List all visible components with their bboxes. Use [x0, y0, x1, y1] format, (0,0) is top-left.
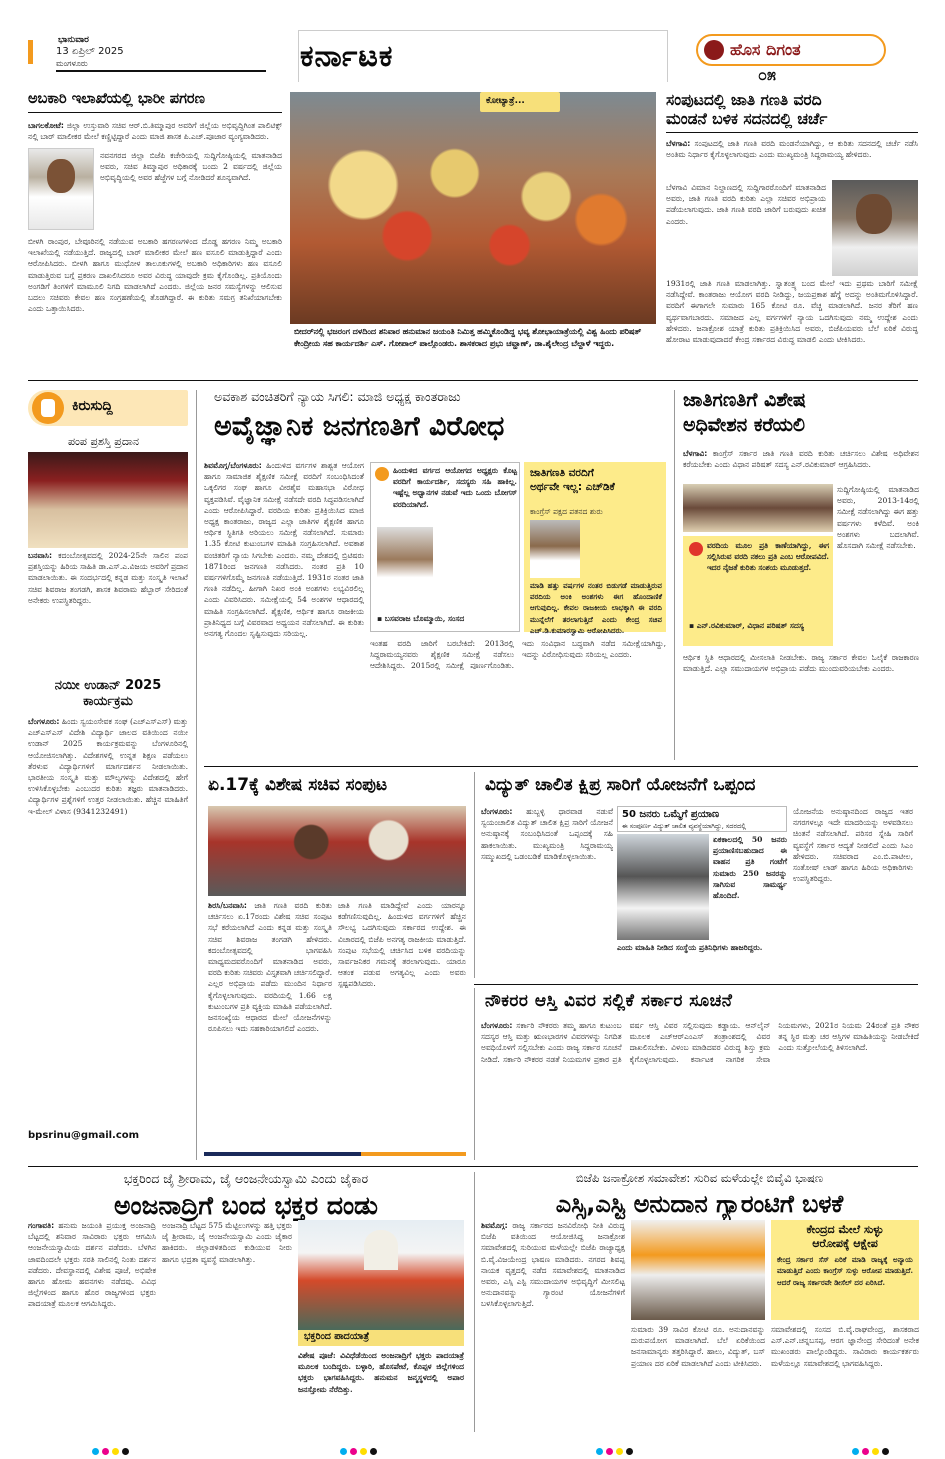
- photo-caption: ಎಂದು ಮಾಹಿತಿ ನೀಡಿದ ಸಂಸ್ಥೆಯ ಪ್ರತಿನಿಧಿಗಳು ಹಾಜರಿದ್ದರು.: [617, 943, 763, 952]
- hand-shape: [41, 399, 55, 417]
- face-shape: [47, 159, 75, 193]
- section-title: ಕರ್ನಾಟಕ: [300, 39, 394, 74]
- paragraph: ಸಮಾವೇಶದಲ್ಲಿ ಸಂಸದ ಬಿ.ವೈ.ರಾಘವೇಂದ್ರ, ಶಾಸಕರಾದ ಎಸ್.ಎನ್.ಚನ್ನಬಸಪ್ಪ, ಆರಗ ಜ್ಞಾನೇಂದ್ರ ಸೇರಿದಂತೆ ಅನೇಕ ಮುಖಂಡರು ಪಾಲ್ಗೊಂಡಿದ್ದರು. ಸಾವಿರಾರು ಕಾರ್ಯಕರ್ತರು ಮಳೆಯಲ್ಲೂ ಸಮಾವೇಶದಲ್ಲಿ ಭಾಗವಹಿಸಿದ್ದರು.: [771, 1325, 919, 1368]
- paragraph: ಕದಂಬೋತ್ಸವದಲ್ಲಿ ಭಾಗವಹಿಸಿ ಮಾಧ್ಯಮದವರೊಂದಿಗೆ ಮಾತನಾಡಿದ ಅವರು, ವರದಿ ಕುರಿತು ಸಚಿವರು ವಿಸ್ತೃತವಾಗಿ ಚರ್ಚಿಸಲಿದ್ದಾರೆ. ಎಲ್ಲರ ಅಭಿಪ್ರಾಯ ಪಡೆದು ಮುಂದಿನ ನಿರ್ಧಾರ ಕೈಗೊಳ್ಳಲಾಗುವುದು.: [208, 945, 332, 1000]
- paragraph: ಆರ್ಥಿಕ ಸ್ಥಿತಿ ಆಧಾರದಲ್ಲಿ ಮೀಸಲಾತಿ ನೀಡಬೇಕು. ರಾಜ್ಯ ಸರ್ಕಾರ ಕೇವಲ ಓಲೈಕೆ ರಾಜಕಾರಣ ಮಾಡುತ್ತಿದೆ. ಎಲ್ಲಾ ಸಮುದಾಯಗಳ ಅಭಿಪ್ರಾಯ ಪಡೆದು ಮುಂದುವರಿಯಬೇಕು ಎಂದರು.: [683, 653, 919, 674]
- temple-shape: [364, 1230, 398, 1270]
- brief-item-body-2: [28, 716, 188, 1136]
- cm-photo: [832, 180, 918, 276]
- story-column-1: [481, 1220, 625, 1430]
- story-headline: ಅಬಕಾರಿ ಇಲಾಖೆಯಲ್ಲಿ ಭಾರೀ ಪಗರಣ: [28, 92, 282, 113]
- bommai-photo: [377, 527, 433, 599]
- story-column-1: [208, 900, 332, 1150]
- section-divider: [28, 1166, 918, 1167]
- quote-name: ▪ ಎನ್.ರವಿಕುಮಾರ್, ವಿಧಾನ ಪರಿಷತ್ ಸದಸ್ಯ: [689, 621, 804, 630]
- paragraph: ಕಾಂಗ್ರೆಸ್ ಸರ್ಕಾರ ಜಾತಿ ಗಣತಿ ವರದಿ ಕುರಿತು ಚರ್ಚಿಸಲು ವಿಶೇಷ ಅಧಿವೇಶನ ಕರೆಯಬೇಕು ಎಂದು ವಿಧಾನ ಪರಿಷತ್ ಸದಸ್ಯ ಎನ್.ರವಿಕುಮಾರ್ ಆಗ್ರಹಿಸಿದರು.: [683, 449, 919, 470]
- story-body-intro: [28, 120, 282, 148]
- quote-mark-icon: [689, 542, 703, 556]
- story-census-opposition: [204, 390, 666, 760]
- paragraph: ಸಮೀಕ್ಷೆಯಲ್ಲಿ 54 ಅಂಶಗಳ ಆಧಾರದಲ್ಲಿ ಮಾಹಿತಿ ಸಂಗ್ರಹಿಸಲಾಗಿದೆ. ಶೈಕ್ಷಣಿಕ, ಆರ್ಥಿಕ ಹಾಗೂ ರಾಜಕೀಯ ಪ್ರಾತಿನಿಧ್ಯದ ಬಗ್ಗೆ ವಿವರವಾದ ಅಧ್ಯಯನ ನಡೆಸಲಾಗಿದೆ. ಈ ಕುರಿತು ಅನಗತ್ಯ ಗೊಂದಲ ಸೃಷ್ಟಿಸುವುದು ಸರಿಯಲ್ಲ.: [204, 595, 364, 639]
- lamp-icon: [704, 40, 724, 60]
- photo-tag: ಭಕ್ತರಿಂದ ಪಾದಯಾತ್ರೆ: [304, 1331, 370, 1342]
- story-body-wrap: [666, 182, 826, 276]
- main-photo-block: [290, 92, 656, 370]
- paragraph: ಸಂಪುಟದಲ್ಲಿ ಜಾತಿ ಗಣತಿ ವರದಿ ಮಂಡನೆಯಾಗಿದ್ದು, ಆ ಕುರಿತು ಸದನದಲ್ಲಿ ಚರ್ಚೆ ನಡೆಸಿ ಅಂತಿಮ ನಿರ್ಧಾರ ಕೈಗೊಳ್ಳಲಾಗುವುದು ಎಂದು ಮುಖ್ಯಮಂತ್ರಿ ಸಿದ್ದರಾಮಯ್ಯ ಹೇಳಿದರು.: [666, 139, 918, 160]
- temple-photo: [298, 1220, 464, 1330]
- story-column-2: [631, 1324, 765, 1430]
- paragraph: ಸುದ್ದಿಗೋಷ್ಠಿಯಲ್ಲಿ ಮಾತನಾಡಿದ ಅವರು, 2013-14ರಲ್ಲಿ ಸಮೀಕ್ಷೆ ನಡೆಸಲಾಗಿದ್ದು ಈಗ ಹತ್ತು ವರ್ಷಗಳು ಕಳೆದಿವೆ. ಅಂಕಿ ಅಂಶಗಳು ಬದಲಾಗಿವೆ. ಹೊಸದಾಗಿ ಸಮೀಕ್ಷೆ ನಡೆಸಬೇಕು.: [837, 485, 919, 551]
- paragraph: ಅಂಜನಾದ್ರಿ ಬೆಟ್ಟದ 575 ಮೆಟ್ಟಿಲುಗಳನ್ನು ಹತ್ತಿ ಭಕ್ತರು ಜೈ ಶ್ರೀರಾಮ, ಜೈ ಆಂಜನೇಯಸ್ವಾಮಿ ಎಂದು ಜೈಕಾರ ಹಾಕಿದರು. ಜಿಲ್ಲಾಡಳಿತದಿಂದ ಕುಡಿಯುವ ನೀರು ಹಾಗೂ ಭದ್ರತಾ ವ್ಯವಸ್ಥೆ ಮಾಡಲಾಗಿತ್ತು.: [162, 1221, 292, 1264]
- paragraph: ಜಿಲ್ಲೆಯ ಜನರ ಸಮಸ್ಯೆಗಳನ್ನು ಆಲಿಸುವ ಬದಲು ಸಚಿವರು ಕೇವಲ ಹಣ ಸಂಗ್ರಹಣೆಯಲ್ಲಿ ತೊಡಗಿದ್ದಾರೆ. ಈ ಕುರಿತು ಸಮಗ್ರ ತನಿಖೆಯಾಗಬೇಕು ಎಂದು ಒತ್ತಾಯಿಸಿದರು.: [28, 281, 282, 314]
- brief-news-title: ಕಿರುಸುದ್ದಿ: [72, 398, 113, 414]
- award-ceremony-photo: [28, 452, 188, 548]
- paragraph: ಕರ್ನಾಟಕ ನಾಗರಿಕ ಸೇವಾ ನಿಯಮಗಳು, 2021ರ ನಿಯಮ 24ರಂತೆ ಪ್ರತಿ ನೌಕರ ತನ್ನ ಸ್ಥಿರ ಮತ್ತು ಚರ ಆಸ್ತಿಗಳ ಮಾಹಿತಿಯನ್ನು ನೀಡಬೇಕಿದೆ ಎಂದು ಸುತ್ತೋಲೆಯಲ್ಲಿ ತಿಳಿಸಲಾಗಿದೆ.: [690, 1021, 919, 1064]
- story-rapid-transit: [474, 772, 918, 978]
- quote-box-ravikumar: [683, 536, 833, 646]
- paragraph: ಏಕಕಾಲದಲ್ಲಿ 50 ಜನರು ಪ್ರಯಾಣಿಸಬಹುದಾದ ಈ ವಾಹನ ಪ್ರತಿ ಗಂಟೆಗೆ ಸುಮಾರು 250 ಜನರನ್ನು ಸಾಗಿಸುವ ಸಾಮರ್ಥ್ಯ ಹೊಂದಿದೆ.: [713, 835, 787, 901]
- paragraph: ರಾಜ್ಯ ಸರ್ಕಾರದ ಜನವಿರೋಧಿ ನೀತಿ ವಿರುದ್ಧ ಬಿಜೆಪಿ ವತಿಯಿಂದ ಆಯೋಜಿಸಿದ್ದ ಜನಾಕ್ರೋಶ ಸಮಾವೇಶದಲ್ಲಿ ಸುರಿಯುವ ಮಳೆಯಲ್ಲೇ ಬಿಜೆಪಿ ರಾಜ್ಯಾಧ್ಯಕ್ಷ ಬಿ.ವೈ.ವಿಜಯೇಂದ್ರ ಭಾಷಣ ಮಾಡಿದರು.: [481, 1221, 625, 1264]
- story-special-cabinet: [204, 772, 466, 1160]
- quote-box-hdk: [524, 462, 666, 635]
- story-headline-line1: ಸಂಪುಟದಲ್ಲಿ ಜಾತಿ ಗಣತಿ ವರದಿ: [666, 91, 822, 109]
- photo-caption: ವಿಶೇಷ ಪೂಜೆ: ವಿವಿಧೆಡೆಯಿಂದ ಅಂಜನಾದ್ರಿಗೆ ಭಕ್ತರು ಪಾದಯಾತ್ರೆ ಮೂಲಕ ಬಂದಿದ್ದರು. ಬಳ್ಳಾರಿ, ಹೊಸಪೇಟೆ, ಕೊಪ್ಪಳ ಜಿಲ್ಲೆಗಳಿಂದ ಭಕ್ತರು ಭಾಗವಹಿಸಿದ್ದರು. ಹನುಮನ ಜನ್ಮಸ್ಥಳದಲ್ಲಿ ಅಪಾರ ಜನಸ್ತೋಮ ನೆರೆದಿತ್ತು.: [298, 1351, 464, 1394]
- rally-photo: [631, 1220, 765, 1320]
- side-box-text: ಕೇಂದ್ರ ಸರ್ಕಾರ ಸೆಸ್ ಏರಿಕೆ ಮಾಡಿ ರಾಜ್ಯಕ್ಕೆ ಅನ್ಯಾಯ ಮಾಡುತ್ತಿದೆ ಎಂದು ಕಾಂಗ್ರೆಸ್ ಸುಳ್ಳು ಆರೋಪ ಮಾಡುತ್ತಿದೆ. ಆದರೆ ರಾಜ್ಯ ಸರ್ಕಾರವೇ ಡೀಸೆಲ್ ದರ ಏರಿಸಿದೆ.: [777, 1255, 913, 1287]
- paragraph: ಯೋಜನೆಯ ಅನುಷ್ಠಾನದಿಂದ ರಾಜ್ಯದ ಇತರ ನಗರಗಳಲ್ಲೂ ಇದೇ ಮಾದರಿಯನ್ನು ಅಳವಡಿಸಲು ಚಿಂತನೆ ನಡೆಸಲಾಗಿದೆ. ಪರಿಸರ ಸ್ನೇಹಿ ಸಾರಿಗೆ ವ್ಯವಸ್ಥೆಗೆ ಸರ್ಕಾರ ಆದ್ಯತೆ ನೀಡಲಿದೆ ಎಂದು ಸಿಎಂ ಹೇಳಿದರು. ಸಚಿವರಾದ ಎಂ.ಬಿ.ಪಾಟೀಲ, ಸಂತೋಷ್ ಲಾಡ್ ಹಾಗೂ ಹಿರಿಯ ಅಧಿಕಾರಿಗಳು ಉಪಸ್ಥಿತರಿದ್ದರು.: [793, 807, 913, 884]
- dateline: ಬೆಳಗಾವಿ:: [683, 449, 708, 458]
- info-box: [617, 806, 787, 832]
- story-headline-line2: ಮಂಡನೆ ಬಳಿಕ ಸದನದಲ್ಲಿ ಚರ್ಚೆ: [666, 111, 918, 133]
- quote-box-bommai: [370, 462, 520, 632]
- dateline: ಬೆಂಗಳೂರು:: [481, 807, 513, 816]
- story-column-3: [793, 806, 913, 978]
- column-divider: [196, 390, 197, 1160]
- photo-tag-box: [298, 1330, 464, 1346]
- masthead: [0, 0, 945, 92]
- photo-caption: ಬೀದರ್‌ನಲ್ಲಿ ಭಜರಂಗ ದಳದಿಂದ ಶನಿವಾರ ಹನುಮಾನ ಜಯಂತಿ ನಿಮಿತ್ತ ಹಮ್ಮಿಕೊಂಡಿದ್ದ ಭವ್ಯ ಶೋಭಾಯಾತ್ರೆಯಲ್ಲಿ ವಿಶ್ವ ಹಿಂದು ಪರಿಷತ್ ಕೇಂದ್ರೀಯ ಸಹ ಕಾರ್ಯದರ್ಶಿ ಎಸ್. ಗೋಪಾಲ್ ಪಾಲ್ಗೊಂಡರು. ಶಾಸಕರಾದ ಪ್ರಭು ಚವ್ಹಾಣ್, ಡಾ.ಶೈಲೇಂದ್ರ ಬೆಲ್ದಾಳೆ ಇದ್ದರು.: [294, 327, 642, 348]
- brief-item-title-2: ನಯೀ ಉಡಾನ್ 2025 ಕಾರ್ಯಕ್ರಮ: [54, 678, 162, 709]
- registration-marks-left: [92, 1440, 132, 1459]
- dateline: ಶಿರಸಿ/ಬನವಾಸಿ:: [208, 901, 247, 910]
- paragraph: ಸಂಪುಟ ಸಭೆಯಲ್ಲಿ ಚರ್ಚಿಸಿದ ಬಳಿಕ ವರದಿಯನ್ನು ಸಾರ್ವಜನಿಕರ ಗಮನಕ್ಕೆ ತರಲಾಗುವುದು. ಯಾರೂ ಆತಂಕ ಪಡುವ ಅಗತ್ಯವಿಲ್ಲ ಎಂದು ಅವರು ಸ್ಪಷ್ಟಪಡಿಸಿದರು.: [338, 945, 466, 989]
- masthead-city: ಮಂಗಳೂರು: [56, 59, 88, 68]
- paragraph: ಸರ್ಕಾರಿ ನೌಕರರು ತಮ್ಮ ಹಾಗೂ ಕುಟುಂಬ ಸದಸ್ಯರ ಆಸ್ತಿ ಮತ್ತು ಋಣಭಾರಗಳ ವಿವರಗಳನ್ನು ನಿಗದಿತ ಅವಧಿಯೊಳಗೆ ಸಲ್ಲಿಸಬೇಕು ಎಂದು ರಾಜ್ಯ ಸರ್ಕಾರ ಸೂಚನೆ ನೀಡಿದೆ.: [481, 1021, 622, 1064]
- story-column-2: [338, 900, 466, 1150]
- brief-news-header: [28, 390, 188, 426]
- quote-text: ಹಿಂದುಳಿದ ವರ್ಗದ ಆಯೋಗದ ಅಧ್ಯಕ್ಷರು ಕೊಟ್ಟ ವರದಿಗೆ ಕಾರ್ಯದರ್ಶಿ, ಸದಸ್ಯರು ಸಹಿ ಹಾಕಿಲ್ಲ. ಇಷ್ಟೆಲ್ಲ ಅಧ್ವಾನಗಳ ನಡುವೆ ಇದು ಒಂದು ಬೋಗಸ್ ವರದಿಯಾಗಿದೆ.: [393, 466, 517, 509]
- story-body: [481, 1020, 919, 1156]
- story-body-intro: [683, 448, 919, 482]
- story-headline: ವಿದ್ಯುತ್ ಚಾಲಿತ ಕ್ಷಿಪ್ರ ಸಾರಿಗೆ ಯೋಜನೆಗೆ ಒಪ್ಪಂದ: [485, 775, 756, 795]
- paragraph: ವರದಿಯ ಕುರಿತು ಪ್ರತಿಕ್ರಿಯಿಸಿದ ಮಾಜಿ ಅಧ್ಯಕ್ಷ ಕಾಂತರಾಜು, ರಾಜ್ಯದ ಎಲ್ಲಾ ಜಾತಿಗಳ ಶೈಕ್ಷಣಿಕ ಹಾಗೂ ಆರ್ಥಿಕ ಸ್ಥಿತಿಗತಿ ಅರಿಯಲು ಸಮೀಕ್ಷೆ ನಡೆಸಲಾಗಿದೆ. ಸುಮಾರು 1.35 ಕೋಟಿ ಕುಟುಂಬಗಳ ಮಾಹಿತಿ ಸಂಗ್ರಹಿಸಲಾಗಿದೆ. ಅವಕಾಶ ವಂಚಿತರಿಗೆ ನ್ಯಾಯ ಸಿಗಬೇಕು ಎಂದರು.: [204, 505, 364, 560]
- quote-box-text: ಮಾಡಿ ಹತ್ತು ವರ್ಷಗಳ ನಂತರ ಬಿಡುಗಡೆ ಮಾಡುತ್ತಿರುವ ವರದಿಯ ಅಂಕಿ ಅಂಶಗಳು ಈಗ ಹೊಂದಾಣಿಕೆ ಆಗುವುದಿಲ್ಲ. ಕೇವಲ ರಾಜಕೀಯ ಲಾಭಕ್ಕಾಗಿ ಈ ವರದಿ ಮುನ್ನೆಲೆಗೆ ತರಲಾಗುತ್ತಿದೆ ಎಂದು ಕೇಂದ್ರ ಸಚಿವ ಎಚ್.ಡಿ.ಕುಮಾರಸ್ವಾಮಿ ಆರೋಪಿಸಿದರು.: [530, 581, 662, 635]
- masthead-day: ಭಾನುವಾರ: [58, 35, 89, 45]
- side-box-title-1: ಕೇಂದ್ರದ ಮೇಲೆ ಸುಳ್ಳು: [806, 1223, 884, 1236]
- masthead-left-bar: [28, 40, 33, 64]
- side-box: [771, 1220, 919, 1320]
- brand-name: ಹೊಸ ದಿಗಂತ: [730, 40, 801, 59]
- paragraph: ಬೆಳಗಾವಿ ವಿಮಾನ ನಿಲ್ದಾಣದಲ್ಲಿ ಸುದ್ದಿಗಾರರೊಂದಿಗೆ ಮಾತನಾಡಿದ ಅವರು, ಜಾತಿ ಗಣತಿ ವರದಿ ಕುರಿತು ಎಲ್ಲಾ ಸಚಿವರ ಅಭಿಪ್ರಾಯ ಪಡೆಯಲಾಗುವುದು. ಜಾತಿ ಗಣತಿ ವರದಿ ಜಾರಿಗೆ ಬರುವುದು ಖಚಿತ ಎಂದರು.: [666, 183, 826, 226]
- side-box-title-2: ಆರೋಪಕ್ಕೆ ಆಕ್ಷೇಪ: [812, 1237, 878, 1251]
- paragraph: ನಗರದ ಶಿವಪ್ಪ ನಾಯಕ ವೃತ್ತದಲ್ಲಿ ನಡೆದ ಸಮಾವೇಶದಲ್ಲಿ ಮಾತನಾಡಿದ ಅವರು, ಎಸ್ಸಿ ಎಸ್ಟಿ ಸಮುದಾಯಗಳ ಅಭಿವೃದ್ಧಿಗೆ ಮೀಸಲಿಟ್ಟ ಅನುದಾನವನ್ನು ಗ್ಯಾರಂಟಿ ಯೋಜನೆಗಳಿಗೆ ಬಳಸಿಕೊಳ್ಳಲಾಗುತ್ತಿದೆ.: [481, 1254, 625, 1309]
- paragraph: ವರದಿಯಲ್ಲಿ 1.66 ಲಕ್ಷ ಕುಟುಂಬಗಳ ಪ್ರತಿ ವ್ಯಕ್ತಿಯ ಮಾಹಿತಿ ಪಡೆಯಲಾಗಿದೆ. ಜನಸಂಖ್ಯೆಯ ಆಧಾರದ ಮೇಲೆ ಯೋಜನೆಗಳನ್ನು ರೂಪಿಸಲು ಇದು ಸಹಕಾರಿಯಾಗಲಿದೆ ಎಂದರು.: [208, 990, 332, 1034]
- paragraph: ಸರ್ಕಾರಿ ನೌಕರರ ನಡತೆ ನಿಯಮಗಳ ಪ್ರಕಾರ ಪ್ರತಿ ವರ್ಷ ಆಸ್ತಿ ವಿವರ ಸಲ್ಲಿಸುವುದು ಕಡ್ಡಾಯ. ಆನ್‌ಲೈನ್ ಮೂಲಕ ಎಚ್‌ಆರ್‌ಎಂಎಸ್ ತಂತ್ರಾಂಶದಲ್ಲಿ ವಿವರ ದಾಖಲಿಸಬೇಕು. ವಿಳಂಬ ಮಾಡಿದವರ ವಿರುದ್ಧ ಶಿಸ್ತು ಕ್ರಮ ಕೈಗೊಳ್ಳಲಾಗುವುದು.: [503, 1021, 771, 1064]
- story-column-2: [370, 638, 666, 760]
- dateline: ಶಿವಮೊಗ್ಗ:: [481, 1221, 508, 1230]
- story-headline: ನೌಕರರ ಆಸ್ತಿ ವಿವರ ಸಲ್ಲಿಕೆ ಸರ್ಕಾರ ಸೂಚನೆ: [485, 991, 733, 1011]
- section-divider: [204, 766, 918, 767]
- dateline: ಶಿವಮೊಗ್ಗ/ಬೆಂಗಳೂರು:: [204, 461, 262, 470]
- dateline: ಬಾಗಲಕೋಟೆ:: [28, 121, 64, 130]
- paragraph: ಇಂತಹ ವರದಿ ಜಾರಿಗೆ ಬರಬೇಕಿದೆ: 2013ರಲ್ಲಿ ಸಿದ್ದರಾಮಯ್ಯನವರು ಶೈಕ್ಷಣಿಕ ಸಮೀಕ್ಷೆ ನಡೆಸಲು ಆದೇಶಿಸಿದ್ದರು. 2015ರಲ್ಲಿ ಸಮೀಕ್ಷೆ ಪೂರ್ಣಗೊಂಡಿತು. ಇದು ಸಂವಿಧಾನ ಬದ್ಧವಾಗಿ ನಡೆದ ಸಮೀಕ್ಷೆಯಾಗಿದ್ದು, ಇದನ್ನು ವಿರೋಧಿಸುವುದು ಸರಿಯಲ್ಲ ಎಂದರು.: [370, 639, 666, 671]
- quote-mark-icon: [375, 467, 389, 481]
- pointing-hand-icon: [32, 392, 64, 424]
- registration-marks-center: [340, 1440, 380, 1459]
- paragraph: ನಮ್ಮ ದೇಶದಲ್ಲಿ ಬ್ರಿಟಿಷರು 1871ರಿಂದ ಜನಗಣತಿ ನಡೆಸಿದರು. ನಂತರ ಪ್ರತಿ 10 ವರ್ಷಗಳಿಗೊಮ್ಮೆ ಜನಗಣತಿ ನಡೆಯುತ್ತಿದೆ. 1931ರ ನಂತರ ಜಾತಿ ಗಣತಿ ನಡೆದಿಲ್ಲ. ಹೀಗಾಗಿ ನಿಖರ ಅಂಕಿ ಅಂಶಗಳು ಲಭ್ಯವಿರಲಿಲ್ಲ ಎಂದು ವಿವರಿಸಿದರು.: [204, 550, 364, 605]
- minister-press-photo: [208, 806, 466, 896]
- story-special-session: [674, 390, 918, 760]
- story-kicker: ಅವಕಾಶ ವಂಚಿತರಿಗೆ ನ್ಯಾಯ ಸಿಗಲಿ: ಮಾಜಿ ಅಧ್ಯಕ್ಷ ಕಾಂತರಾಜು: [214, 389, 461, 404]
- quote-name: ▪ ಬಸವರಾಜ ಬೊಮ್ಮಾಯಿ, ಸಂಸದ: [377, 614, 465, 623]
- story-column-3: [771, 1324, 919, 1430]
- paragraph: ದೇವಸ್ಥಾನದಲ್ಲಿ ವಿಶೇಷ ಪೂಜೆ, ಅಭಿಷೇಕ ಹಾಗೂ ಹೋಮ ಹವನಗಳು ನಡೆದವು. ವಿವಿಧ ಜಿಲ್ಲೆಗಳಿಂದ ಹಾಗೂ ಹೊರ ರಾಜ್ಯಗಳಿಂದ ಭಕ್ತರು ಪಾದಯಾತ್ರೆ ಮೂಲಕ ಆಗಮಿಸಿದ್ದರು.: [28, 1265, 156, 1309]
- contact-email[interactable]: bpsrinu@gmail.com: [28, 1130, 140, 1141]
- brief-item-body: [28, 550, 188, 670]
- story-headline-line1: ಜಾತಿಗಣತಿಗೆ ವಿಶೇಷ: [683, 389, 806, 411]
- paragraph: ಜಾತಿ ಗಣತಿ ಮಾಡಿದ್ದೇವೆ ಎಂದು ಯಾರನ್ನೂ ಕಡೆಗಣಿಸುವುದಿಲ್ಲ. ಹಿಂದುಳಿದ ವರ್ಗಗಳಿಗೆ ಹೆಚ್ಚಿನ ಸೌಲಭ್ಯ ಒದಗಿಸುವುದು ಸರ್ಕಾರದ ಉದ್ದೇಶ. ಈ ವಿಚಾರದಲ್ಲಿ ಬಿಜೆಪಿ ಅನಗತ್ಯ ರಾಜಕೀಯ ಮಾಡುತ್ತಿದೆ.: [338, 901, 466, 944]
- story-bjp-rally: [474, 1172, 918, 1432]
- phone-number: (9341232491): [73, 806, 128, 816]
- quote-box-title-1: ಜಾತಿಗಣತಿ ವರದಿಗೆ: [530, 467, 594, 479]
- story-body-rest: [683, 652, 919, 760]
- story-bottom-rule: [204, 1152, 466, 1156]
- paragraph: ಹಿಂದುಳಿದ ವರ್ಗಗಳ ಶಾಶ್ವತ ಆಯೋಗ ಹಾಗೂ ಸಾಮಾಜಿಕ ಶೈಕ್ಷಣಿಕ ಸಮೀಕ್ಷೆ ವರದಿಗೆ ಸಂಬಂಧಿಸಿದಂತೆ ಒಕ್ಕಲಿಗರ ಸಂಘ ಹಾಗೂ ವೀರಶೈವ ಮಹಾಸಭಾ ವಿರೋಧ ವ್ಯಕ್ತಪಡಿಸಿವೆ. ವೈಜ್ಞಾನಿಕ ಸಮೀಕ್ಷೆ ನಡೆಸದೇ ವರದಿ ಸಿದ್ಧಪಡಿಸಲಾಗಿದೆ ಎಂದು ಆರೋಪಿಸಿದ್ದಾರೆ.: [204, 461, 364, 515]
- brief-news-column: [28, 390, 188, 1150]
- dateline: ಬೆಳಗಾವಿ:: [666, 139, 691, 148]
- paragraph: ಬೀಳಗಿ ರಾಂಪುರ, ಬೇವೂರಿನಲ್ಲಿ ನಡೆಯುವ ಅಬಕಾರಿ ಹಗರಣಗಳಿಂದ ದೊಡ್ಡ ಹಗರಣ ನಿಮ್ಮ ಅಬಕಾರಿ ಇಲಾಖೆಯಲ್ಲಿ ನಡೆಯುತ್ತಿದೆ. ರಾಜ್ಯದಲ್ಲಿ ಬಾರ್ ಮಾಲೀಕರ ಮೇಲೆ ಹಣ ವಸೂಲಿ ಮಾಡುತ್ತಿದ್ದಾರೆ ಎಂದು ಆರೋಪಿಸಿದರು.: [28, 237, 282, 269]
- story-column-1: [28, 1220, 156, 1430]
- dateline: ಬನವಾಸಿ:: [28, 551, 52, 560]
- story-body-rest: [666, 278, 918, 372]
- paragraph: ಜನಾಕ್ರೋಶ ಯಾತ್ರೆ ಕುರಿತು ಪ್ರತಿಕ್ರಿಯಿಸಿದ ಅವರು, ಬಿಜೆಪಿಯವರು ಬೆಲೆ ಏರಿಕೆ ವಿರುದ್ಧ ಹೋರಾಟ ಮಾಡುವುದಾದರೆ ಕೇಂದ್ರ ಸರ್ಕಾರದ ವಿರುದ್ಧ ಮಾಡಲಿ ಎಂದು ಟೀಕಿಸಿದರು.: [666, 323, 918, 345]
- paragraph: ಬೀಳಗಿ ಹಾಗೂ ಮುಧೋಳ ತಾಲೂಕುಗಳಲ್ಲಿ ಅಬಕಾರಿ ಅಧಿಕಾರಿಗಳು ಹಣ ವಸೂಲಿ ಮಾಡುತ್ತಿರುವ ಬಗ್ಗೆ ಪ್ರಕರಣ ದಾಖಲಿಸಿದರೂ ಅವರ ವಿರುದ್ಧ ಯಾವುದೇ ಕ್ರಮ ಕೈಗೊಂಡಿಲ್ಲ. ಪ್ರತಿಯೊಂದು ಅಂಗಡಿಗೆ ತಿಂಗಳಿಗೆ ಮಾಮೂಲಿ ನಿಗದಿ ಮಾಡಲಾಗಿದೆ ಎಂದರು.: [28, 259, 282, 291]
- story-body-rest: [28, 236, 282, 362]
- photo-tag: [480, 92, 560, 112]
- dateline: ಬೆಂಗಳೂರು:: [481, 1021, 513, 1030]
- page-number: ೦೫: [758, 65, 776, 84]
- story-body-wrap: [100, 150, 282, 234]
- dateline: ಗಂಗಾವತಿ:: [28, 1221, 55, 1230]
- info-box-title: 50 ಜನರು ಒಮ್ಮೆಗೆ ಪ್ರಯಾಣ: [622, 809, 720, 820]
- story-cabinet-caste-census: [666, 92, 918, 372]
- story-excise-scam: [28, 92, 282, 362]
- paragraph: ಜಾತಿ ಗಣತಿ ವರದಿ ಕುರಿತು ಚರ್ಚಿಸಲು ಏ.17ರಂದು ವಿಶೇಷ ಸಚಿವ ಸಂಪುಟ ಸಭೆ ಕರೆಯಲಾಗಿದೆ ಎಂದು ಕನ್ನಡ ಮತ್ತು ಸಂಸ್ಕೃತಿ ಸಚಿವ ಶಿವರಾಜ ತಂಗಡಗಿ ಹೇಳಿದರು.: [208, 901, 332, 944]
- paragraph: ಹುಬ್ಬಳ್ಳಿ ಧಾರವಾಡ ನಡುವೆ ಸ್ವಯಂಚಾಲಿತ ವಿದ್ಯುತ್ ಚಾಲಿತ ಕ್ಷಿಪ್ರ ಸಾರಿಗೆ ಯೋಜನೆ ಅನುಷ್ಠಾನಕ್ಕೆ ಸಂಬಂಧಿಸಿದಂತೆ ಒಪ್ಪಂದಕ್ಕೆ ಸಹಿ ಹಾಕಲಾಯಿತು. ಮುಖ್ಯಮಂತ್ರಿ ಸಿದ್ದರಾಮಯ್ಯ ಸಮ್ಮುಖದಲ್ಲಿ ಒಡಂಬಡಿಕೆ ಮಾಡಿಕೊಳ್ಳಲಾಯಿತು.: [481, 807, 614, 861]
- section-divider: [28, 380, 918, 381]
- masthead-rule: [56, 70, 266, 72]
- hdk-photo: [530, 520, 580, 578]
- story-headline: ಅವೈಜ್ಞಾನಿಕ ಜನಗಣತಿಗೆ ವಿರೋಧ: [214, 410, 505, 442]
- mou-signing-photo: [617, 834, 709, 940]
- paragraph: ವರದಿಗೆ ಈಗಾಗಲೇ ಸುಮಾರು 165 ಕೋಟಿ ರೂ. ವೆಚ್ಚ ಮಾಡಲಾಗಿದೆ. ಜನರ ತೆರಿಗೆ ಹಣ ವ್ಯರ್ಥವಾಗಬಾರದು. ಸಮಾಜದ ಎಲ್ಲ ವರ್ಗಗಳಿಗೆ ನ್ಯಾಯ ಒದಗಿಸುವುದು ನಮ್ಮ ಉದ್ದೇಶ ಎಂದು ಹೇಳಿದರು.: [666, 301, 918, 333]
- masthead-date: 13 ಏಪ್ರಿಲ್ 2025: [56, 46, 124, 57]
- paragraph: ಜಿಲ್ಲಾ ಉಸ್ತುವಾರಿ ಸಚಿವ ಆರ್.ಬಿ.ತಿಮ್ಮಾಪುರ ಅವರಿಗೆ ಜಿಲ್ಲೆಯ ಅಭಿವೃದ್ಧಿಗಿಂತ ಪಾಲಿಟಿಕ್ಸ್ ನಲ್ಲಿ ಬಾರ್ ಮಾಲೀಕರ ಮೇಲೆ ಕಣ್ಣಿಟ್ಟಿದ್ದಾರೆ ಎಂದು ಮಾಜಿ ಶಾಸಕ ಪಿ.ಎಚ್.ಪೂಜಾರ ವ್ಯಂಗ್ಯವಾಡಿದರು.: [28, 121, 282, 142]
- face-shape: [856, 194, 892, 234]
- story-body-intro: [666, 138, 918, 182]
- paragraph: ಹನುಮ ಜಯಂತಿ ಪ್ರಯುಕ್ತ ಅಂಜನಾದ್ರಿ ಬೆಟ್ಟದಲ್ಲಿ ಶನಿವಾರ ಸಾವಿರಾರು ಭಕ್ತರು ಆಗಮಿಸಿ ಆಂಜನೇಯಸ್ವಾಮಿಯ ದರ್ಶನ ಪಡೆದರು. ಬೆಳಗಿನ ಜಾವದಿಂದಲೇ ಭಕ್ತರು ಸರತಿ ಸಾಲಿನಲ್ಲಿ ನಿಂತು ದರ್ಶನ ಪಡೆದರು.: [28, 1221, 156, 1275]
- politician-photo: [28, 148, 94, 230]
- story-kicker: ಭಕ್ತರಿಂದ ಜೈ ಶ್ರೀರಾಮ, ಜೈ ಆಂಜನೇಯಸ್ವಾಮಿ ಎಂದು ಜೈಕಾರ: [123, 1171, 369, 1186]
- story-headline: ಎಸ್ಸಿ,ಎಸ್ಟಿ ಅನುದಾನ ಗ್ಯಾರಂಟಿಗೆ ಬಳಕೆ: [555, 1189, 844, 1218]
- dateline: ಬೆಂಗಳೂರು:: [28, 717, 60, 726]
- story-body-wrap: [837, 484, 919, 624]
- registration-marks-right: [852, 1440, 892, 1459]
- press-meet-photo: [683, 484, 833, 532]
- story-column-2: [713, 834, 787, 940]
- photo-tag-text: ಕೋಟ್ಯಾತ್ರೆ...: [486, 96, 525, 106]
- story-anjanadri-devotees: [28, 1172, 464, 1432]
- story-column-1: [481, 806, 613, 978]
- quote-box-title-2: ಅರ್ಥವೇ ಇಲ್ಲ: ಎಚ್‌ಡಿಕೆ: [530, 480, 615, 493]
- story-headline: ಅಂಜನಾದ್ರಿಗೆ ಬಂದ ಭಕ್ತರ ದಂಡು: [114, 1190, 378, 1220]
- story-headline-line2: ಅಧಿವೇಶನ ಕರೆಯಲಿ: [683, 413, 806, 436]
- story-employee-assets: [474, 988, 918, 1160]
- registration-marks-center-2: [596, 1440, 636, 1459]
- paragraph: ನವನಗರದ ಜಿಲ್ಲಾ ಬಿಜೆಪಿ ಕಚೇರಿಯಲ್ಲಿ ಸುದ್ದಿಗೋಷ್ಠಿಯಲ್ಲಿ ಮಾತನಾಡಿದ ಅವರು, ಸಚಿವ ತಿಮ್ಮಾಪುರ ಅಧಿಕಾರಕ್ಕೆ ಬಂದು 2 ವರ್ಷದಲ್ಲಿ ಜಿಲ್ಲೆಯ ಅಭಿವೃದ್ಧಿಯಲ್ಲಿ ಅವರ ಹೆಜ್ಜೆಗಳ ಬಗ್ಗೆ ನೋಡಿದರೆ ಶೂನ್ಯವಾಗಿದೆ.: [100, 151, 282, 183]
- paragraph: ಹಿಂದು ಸ್ವಯಂಸೇವಕ ಸಂಘ (ಎಚ್ಎಸ್ಎಸ್) ಮತ್ತು ಎಚ್ಎಸ್ಎಸ್ ವಿದೇಶಿ ವಿದ್ಯಾರ್ಥಿ ಜಾಲದ ವತಿಯಿಂದ ನಯೀ ಉಡಾನ್ 2025 ಕಾರ್ಯಕ್ರಮವನ್ನು ಬೆಂಗಳೂರಿನಲ್ಲಿ ಆಯೋಜಿಸಲಾಗಿತ್ತು. ವಿದೇಶಗಳಲ್ಲಿ ಉನ್ನತ ಶಿಕ್ಷಣ ಪಡೆಯಲು ತೆರಳುವ ವಿದ್ಯಾರ್ಥಿಗಳಿಗೆ ಮಾರ್ಗದರ್ಶನ ನೀಡಲಾಯಿತು. ಭಾರತೀಯ ಸಂಸ್ಕೃತಿ ಮತ್ತು ಮೌಲ್ಯಗಳನ್ನು ವಿದೇಶದಲ್ಲಿ ಹೇಗೆ ಉಳಿಸಿಕೊಳ್ಳಬೇಕು ಎಂಬುದರ ಕುರಿತು ತಜ್ಞರು ಮಾತನಾಡಿದರು. ವಿದ್ಯಾರ್ಥಿಗಳ ಪ್ರಶ್ನೆಗಳಿಗೆ ಉತ್ತರ ನೀಡಲಾಯಿತು. ಹೆಚ್ಚಿನ ಮಾಹಿತಿಗೆ ಇ-ಮೇಲ್ ವಿಳಾಸ: [28, 717, 188, 816]
- story-headline: ಏ.17ಕ್ಕೆ ವಿಶೇಷ ಸಚಿವ ಸಂಪುಟ: [208, 775, 388, 795]
- info-box-sub: ಈ ಸಂಪೂರ್ಣ ವಿದ್ಯುತ್ ಚಾಲಿತ ವ್ಯವಸ್ಥೆಯಾಗಿದ್ದು, ಸದರದಲ್ಲಿ: [622, 822, 747, 830]
- quote-box-sub: ಕಾಂಗ್ರೆಸ್ ಪಕ್ಷದ ಪತನದ ಶುರು: [530, 507, 603, 516]
- paragraph: 1931ರಲ್ಲಿ ಜಾತಿ ಗಣತಿ ಮಾಡಲಾಗಿತ್ತು. ಸ್ವಾತಂತ್ರ್ಯ ಬಂದ ಮೇಲೆ ಇದು ಪ್ರಥಮ ಬಾರಿಗೆ ಸಮೀಕ್ಷೆ ನಡೆಸಿದ್ದೇವೆ. ಕಾಂತರಾಜು ಆಯೋಗ ವರದಿ ನೀಡಿದ್ದು, ಜಯಪ್ರಕಾಶ ಹೆಗ್ಡೆ ಅದನ್ನು ಅಂತಿಮಗೊಳಿಸಿದ್ದಾರೆ.: [666, 279, 918, 300]
- brand-logo: [696, 34, 886, 66]
- paragraph: ಸುಮಾರು 39 ಸಾವಿರ ಕೋಟಿ ರೂ. ಅನುದಾನವನ್ನು ದುರುಪಯೋಗ ಮಾಡಲಾಗಿದೆ. ಬೆಲೆ ಏರಿಕೆಯಿಂದ ಜನಸಾಮಾನ್ಯರು ತತ್ತರಿಸಿದ್ದಾರೆ. ಹಾಲು, ವಿದ್ಯುತ್, ಬಸ್ ಪ್ರಯಾಣ ದರ ಏರಿಕೆ ಮಾಡಲಾಗಿದೆ ಎಂದು ಟೀಕಿಸಿದರು.: [631, 1325, 765, 1368]
- story-column-1: [204, 460, 364, 760]
- brief-item-title: ಪಂಪ ಪ್ರಶಸ್ತಿ ಪ್ರದಾನ: [68, 435, 139, 448]
- paragraph: ಕದಂಬೋತ್ಸವದಲ್ಲಿ 2024-25ನೇ ಸಾಲಿನ ಪಂಪ ಪ್ರಶಸ್ತಿಯನ್ನು ಹಿರಿಯ ಸಾಹಿತಿ ಡಾ.ಎಸ್.ಎ.ವಿಜಯ ಅವರಿಗೆ ಪ್ರದಾನ ಮಾಡಲಾಯಿತು. ಈ ಸಂದರ್ಭದಲ್ಲಿ ಕನ್ನಡ ಮತ್ತು ಸಂಸ್ಕೃತಿ ಇಲಾಖೆ ಸಚಿವ ಶಿವರಾಜ ತಂಗಡಗಿ, ಶಾಸಕ ಶಿವರಾಮ ಹೆಬ್ಬಾರ್ ಸೇರಿದಂತೆ ಅನೇಕರು ಉಪಸ್ಥಿತರಿದ್ದರು.: [28, 551, 188, 605]
- quote-text: ವರದಿಯ ಮೂಲ ಪ್ರತಿ ಕಾಣೆಯಾಗಿದ್ದು, ಈಗ ಸಲ್ಲಿಸಿರುವ ವರದಿ ನಕಲು ಪ್ರತಿ ಎಂಬ ಆರೋಪವಿದೆ. ಇದರ ನೈಜತೆ ಕುರಿತು ಸಂಶಯ ಮೂಡುತ್ತದೆ.: [707, 541, 829, 573]
- procession-photo: [290, 92, 656, 324]
- story-kicker: ಬಿಜೆಪಿ ಜನಾಕ್ರೋಶ ಸಮಾವೇಶ: ಸುರಿವ ಮಳೆಯಲ್ಲೇ ಬಿವೈವಿ ಭಾಷಣ: [575, 1171, 824, 1185]
- section-divider: [474, 984, 918, 985]
- story-column-2: [162, 1220, 292, 1430]
